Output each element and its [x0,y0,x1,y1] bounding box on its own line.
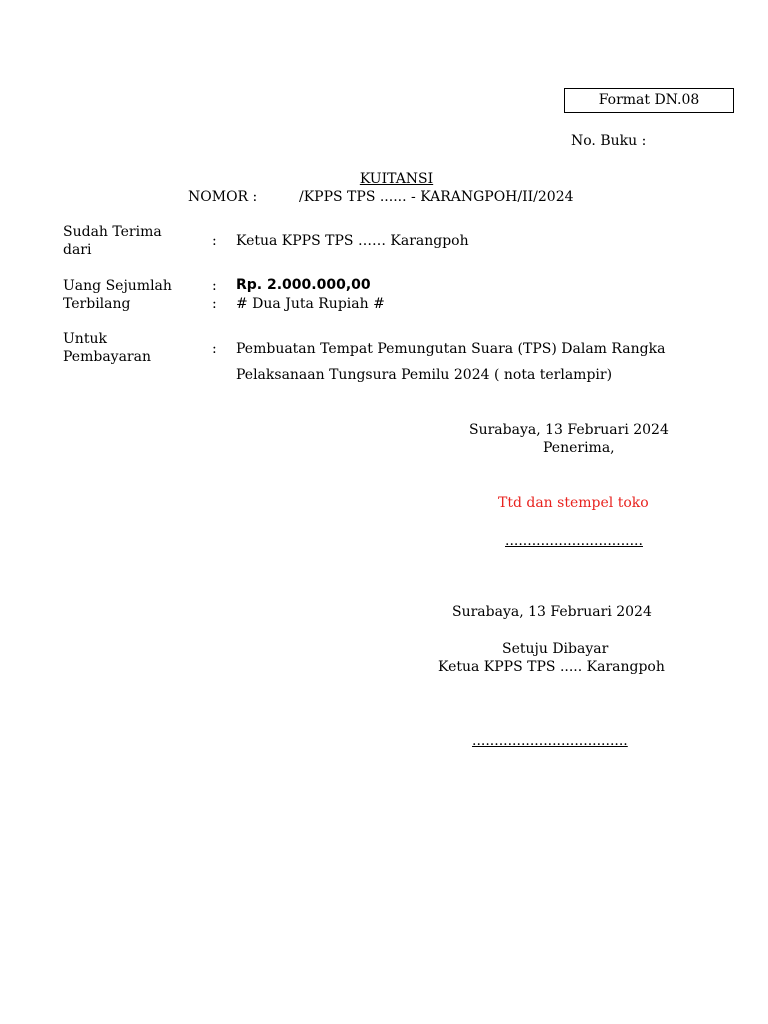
received-from-value: Ketua KPPS TPS …… Karangpoh [236,233,469,249]
amount-value: Rp. 2.000.000,00 [236,277,371,293]
receiver-place-date: Surabaya, 13 Februari 2024 [469,422,669,438]
in-words-colon: : [212,296,217,312]
approval-label: Setuju Dibayar [502,641,609,657]
approval-signature-line: ................................... [472,733,628,749]
purpose-value-1: Pembuatan Tempat Pemungutan Suara (TPS) Dalam Rangka [236,341,666,357]
no-buku-label: No. Buku : [571,133,647,149]
purpose-label-2: Pembayaran [63,349,151,365]
in-words-label: Terbilang [63,296,131,312]
receiver-note: Ttd dan stempel toko [498,495,649,511]
approval-place-date: Surabaya, 13 Februari 2024 [452,604,652,620]
received-from-label-2: dari [63,242,92,258]
receiver-role: Penerima, [543,440,615,456]
receiver-signature-line: ............................... [505,533,643,549]
in-words-value: # Dua Juta Rupiah # [236,296,385,312]
approval-role: Ketua KPPS TPS ..... Karangpoh [438,659,665,675]
purpose-colon: : [212,341,217,357]
purpose-label-1: Untuk [63,331,107,347]
received-from-label-1: Sudah Terima [63,224,162,240]
nomor-value: /KPPS TPS ...... - KARANGPOH/II/2024 [299,189,574,205]
nomor-label: NOMOR : [188,189,258,205]
format-label-box: Format DN.08 [564,88,734,113]
amount-colon: : [212,278,217,294]
amount-label: Uang Sejumlah [63,278,172,294]
received-from-colon: : [212,233,217,249]
purpose-value-2: Pelaksanaan Tungsura Pemilu 2024 ( nota terlampir) [236,367,613,383]
page-title: KUITANSI [359,171,434,187]
